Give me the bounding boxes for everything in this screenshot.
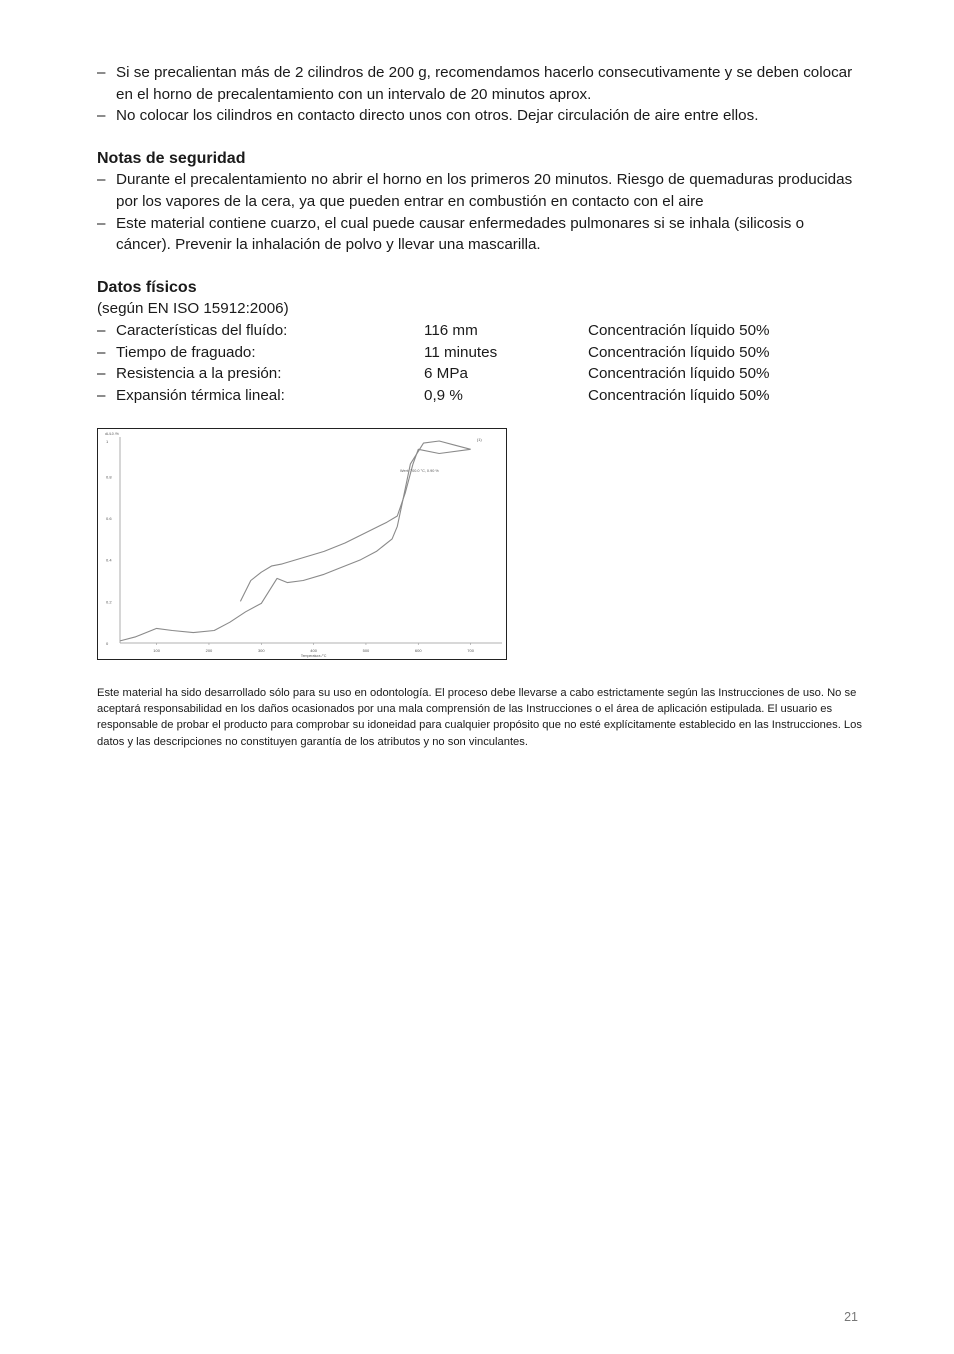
list-item-text: No colocar los cilindros en contacto directo unos con otros. Dejar circulación de aire entre ellos. [116, 107, 759, 125]
safety-heading: Notas de seguridad [97, 149, 246, 167]
property-condition: Concentración líquido 50% [588, 365, 770, 383]
property-label: Resistencia a la presión: [116, 365, 282, 383]
physical-section [97, 277, 862, 407]
page-body [97, 62, 862, 406]
physical-heading: Datos físicos [97, 278, 197, 296]
dash-bullet: – [97, 386, 106, 404]
physical-data-list [97, 320, 862, 406]
value-annotation: Wert: 700.0 °C, 0.90 % [399, 469, 439, 474]
property-value: 0,9 % [424, 386, 463, 404]
list-item-text: Este material contiene cuarzo, el cual puede causar enfermedades pulmonares si se inhala (silicosis o cáncer). Prevenir la inhalación de polvo y llevar una mascarilla. [116, 214, 805, 254]
dash-bullet: – [97, 64, 106, 81]
data-row [97, 385, 862, 407]
list-item [97, 105, 862, 127]
property-condition: Concentración líquido 50% [588, 321, 770, 339]
property-value: 11 minutes [424, 343, 498, 361]
dash-bullet: – [97, 107, 106, 125]
y-tick-label: 0.2 [106, 599, 112, 605]
list-item-text: Si se precalientan más de 2 cilindros de 200 g, recomendamos hacerlo consecutivamente y se deben colocar en el horno de precalentamiento con un intervalo de 20 minutos aprox. [116, 64, 853, 103]
y-tick-label: 0.6 [106, 516, 112, 522]
intro-list [97, 62, 862, 127]
data-row [97, 320, 862, 342]
dash-bullet: – [97, 214, 106, 232]
data-row [97, 342, 862, 364]
property-value: 6 MPa [424, 365, 468, 383]
x-tick-label: 200 [205, 648, 213, 653]
safety-section [97, 148, 862, 256]
property-label: Expansión térmica lineal: [116, 386, 285, 404]
property-label: Tiempo de fraguado: [116, 343, 256, 361]
x-tick-label: 500 [362, 648, 370, 653]
dash-bullet: – [97, 343, 106, 361]
dash-bullet: – [97, 321, 106, 339]
dash-bullet: – [97, 365, 106, 383]
x-tick-label: 400 [310, 648, 317, 653]
list-item [97, 62, 862, 105]
page-number: 21 [844, 1310, 858, 1324]
y-tick-label: 1 [106, 439, 109, 444]
standard-note: (según EN ISO 15912:2006) [97, 300, 289, 318]
x-axis-label: Temperatura /°C [300, 654, 327, 658]
list-item [97, 213, 862, 256]
y-axis-label: dL/L0 /% [105, 432, 119, 436]
property-value: 116 mm [424, 321, 478, 339]
y-tick-label: 0.4 [106, 557, 112, 563]
x-tick-label: 600 [414, 648, 422, 653]
y-tick-label: 0.8 [106, 474, 112, 480]
property-condition: Concentración líquido 50% [588, 386, 770, 404]
dash-bullet: – [97, 171, 106, 189]
expansion-chart [97, 428, 507, 660]
disclaimer-text: Este material ha sido desarrollado sólo para su uso en odontología. El proceso debe llevarse a cabo estrictamente según las Instrucciones de uso. No se aceptará responsabilidad en los daños ocasionados por una mala comprensión de las Instrucciones o el área de aplicación estipulada. El usuario es responsable de probar el producto para comprobar su idoneidad para cualquier propósito que no esté explícitamente establecido en las Instrucciones. Los datos y las descripciones no constituyen garantía de los atributos y no son vinculantes. [97, 687, 862, 748]
x-tick-label: 300 [257, 648, 265, 653]
y-tick-label: 0 [106, 641, 109, 646]
safety-list [97, 169, 862, 255]
curve-end-label: (1) [476, 437, 482, 442]
expansion-chart-svg [98, 429, 506, 659]
x-tick-label: 100 [153, 648, 160, 653]
list-item [97, 169, 862, 212]
x-tick-label: 700 [467, 648, 474, 653]
property-label: Características del fluído: [116, 321, 288, 339]
list-item-text: Durante el precalentamiento no abrir el horno en los primeros 20 minutos. Riesgo de quemaduras producidas por los vapores de la cera, ya que pueden entrar en combustión en contacto con el aire [116, 171, 853, 210]
property-condition: Concentración líquido 50% [588, 343, 770, 361]
data-row [97, 363, 862, 385]
